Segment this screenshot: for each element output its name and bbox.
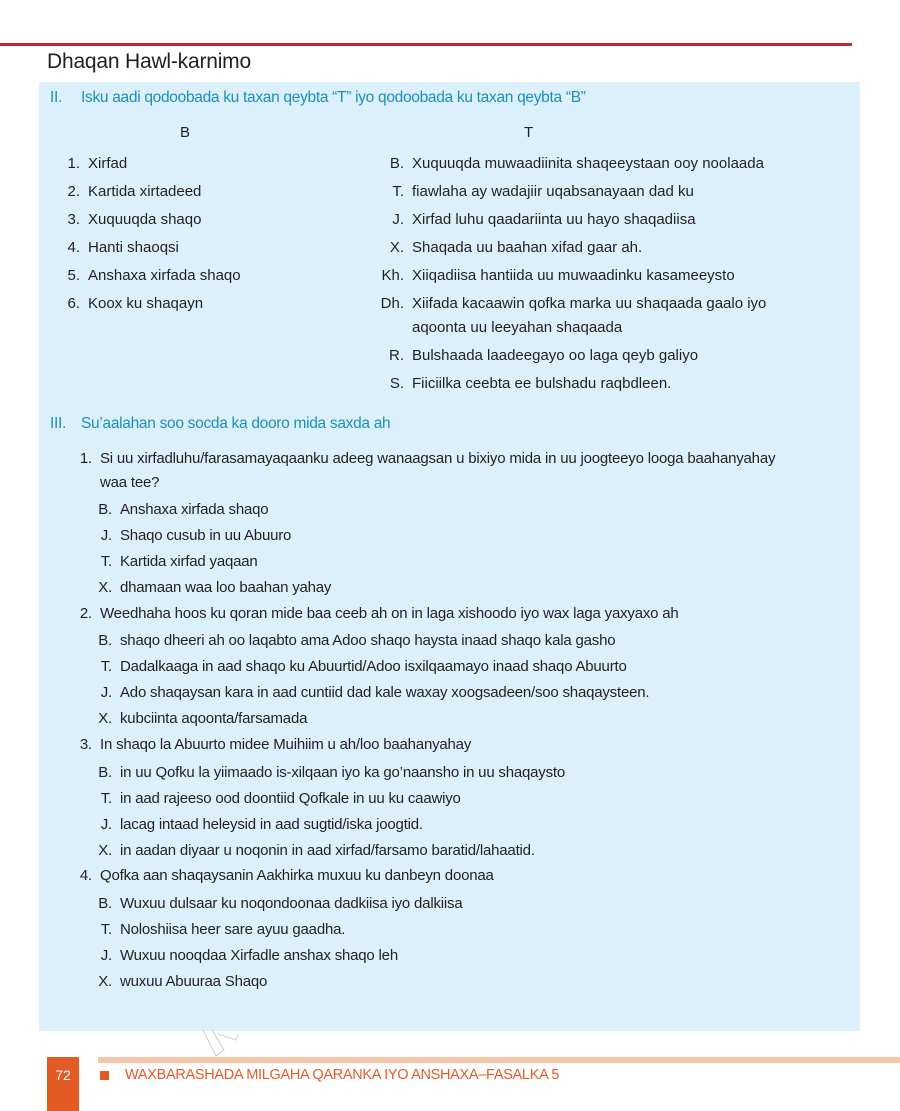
- right-item: X. Shaqada uu baahan xifad gaar ah.: [389, 239, 643, 256]
- right-item: J. Xirfad luhu qaadariinta uu hayo shaqadiisa: [392, 211, 696, 228]
- section-2-number: II.: [50, 89, 63, 106]
- right-item: R. Bulshaada laadeegayo oo laga qeyb galiyo: [389, 347, 699, 364]
- section-3-title: Su’aalahan soo socda ka dooro mida saxda ah: [81, 415, 391, 432]
- left-item: 5. Anshaxa xirfada shaqo: [67, 267, 241, 284]
- chapter-title: Dhaqan Hawl-karnimo: [47, 50, 251, 73]
- answer-option[interactable]: X. dhamaan waa loo baahan yahay: [98, 579, 332, 596]
- left-item: 6. Koox ku shaqayn: [67, 295, 204, 312]
- top-rule: [0, 43, 852, 46]
- footer-bar: [98, 1057, 900, 1063]
- left-item: 4. Hanti shaoqsi: [67, 239, 179, 256]
- answer-option[interactable]: J. Wuxuu nooqdaa Xirfadle anshax shaqo leh: [100, 947, 398, 964]
- left-item: 3. Xuquuqda shaqo: [67, 211, 202, 228]
- section-3-number: III.: [50, 415, 67, 432]
- question: 1. Si uu xirfadluhu/farasamayaqaanku adeeg wanaagsan u bixiyo mida in uu joogteeyo looga baahanyahay: [79, 450, 776, 467]
- answer-option[interactable]: T. Dadalkaaga in aad shaqo ku Abuurtid/Adoo isxilqaamayo inaad shaqo Abuurto: [100, 658, 627, 675]
- right-item: Kh. Xiiqadiisa hantiida uu muwaadinku kasameeysto: [381, 267, 735, 284]
- answer-option[interactable]: B. Wuxuu dulsaar ku noqondoonaa dadkiisa iyo dalkiisa: [98, 895, 463, 912]
- answer-option[interactable]: J. lacag intaad heleysid in aad sugtid/iska joogtid.: [100, 816, 423, 833]
- column-b-header: B: [180, 124, 191, 141]
- right-item: T. fiawlaha ay wadajiir uqabsanayaan dad ku: [392, 183, 694, 200]
- page-number-tab: [47, 1057, 79, 1111]
- answer-option[interactable]: B. Anshaxa xirfada shaqo: [98, 501, 269, 518]
- footer-title: WAXBARASHADA MILGAHA QARANKA IYO ANSHAXA–FASALKA 5: [125, 1067, 560, 1083]
- section-3-heading: [50, 415, 390, 433]
- page-number: 72: [55, 1067, 71, 1083]
- footer-bullet-icon: [100, 1071, 109, 1080]
- answer-option[interactable]: X. kubciinta aqoonta/farsamada: [98, 710, 308, 727]
- answer-option[interactable]: T. Noloshiisa heer sare ayuu gaadha.: [100, 921, 346, 938]
- answer-option[interactable]: T. in aad rajeeso ood doontiid Qofkale in uu ku caawiyo: [100, 790, 461, 807]
- pencil-outline-icon: [198, 1030, 258, 1070]
- question-continuation: waa tee?: [100, 474, 160, 491]
- answer-option[interactable]: J. Shaqo cusub in uu Abuuro: [100, 527, 292, 544]
- answer-option[interactable]: J. Ado shaqaysan kara in aad cuntiid dad kale waxay xoogsadeen/soo shaqaysteen.: [100, 684, 650, 701]
- question: 3. In shaqo la Abuurto midee Muihiim u ah/loo baahanyahay: [79, 736, 472, 753]
- section-2-heading: [50, 89, 586, 107]
- section-2-title: Isku aadi qodoobada ku taxan qeybta “T” iyo qodoobada ku taxan qeybta “B”: [81, 89, 586, 106]
- question: 4. Qofka aan shaqaysanin Aakhirka muxuu ku danbeyn doonaa: [79, 867, 494, 884]
- right-item-continuation: aqoonta uu leeyahan shaqaada: [412, 319, 623, 336]
- answer-option[interactable]: B. in uu Qofku la yiimaado is-xilqaan iyo ka go’naansho in uu shaqaysto: [98, 764, 566, 781]
- column-t-header: T: [524, 124, 534, 141]
- answer-option[interactable]: X. wuxuu Abuuraa Shaqo: [98, 973, 268, 990]
- left-item: 2. Kartida xirtadeed: [67, 183, 202, 200]
- right-item: Dh. Xiifada kacaawin qofka marka uu shaqaada gaalo iyo: [380, 295, 767, 312]
- left-item: 1. Xirfad: [67, 155, 128, 172]
- right-item: S. Fiiciilka ceebta ee bulshadu raqbdleen.: [389, 375, 672, 392]
- answer-option[interactable]: T. Kartida xirfad yaqaan: [100, 553, 258, 570]
- question: 2. Weedhaha hoos ku qoran mide baa ceeb ah on in laga xishoodo iyo wax laga yaxyaxo ah: [79, 605, 679, 622]
- right-item: B. Xuquuqda muwaadiinita shaqeeystaan ooy noolaada: [389, 155, 764, 172]
- answer-option[interactable]: X. in aadan diyaar u noqonin in aad xirfad/farsamo baratid/lahaatid.: [98, 842, 535, 859]
- answer-option[interactable]: B. shaqo dheeri ah oo laqabto ama Adoo shaqo haysta inaad shaqo kala gasho: [98, 632, 616, 649]
